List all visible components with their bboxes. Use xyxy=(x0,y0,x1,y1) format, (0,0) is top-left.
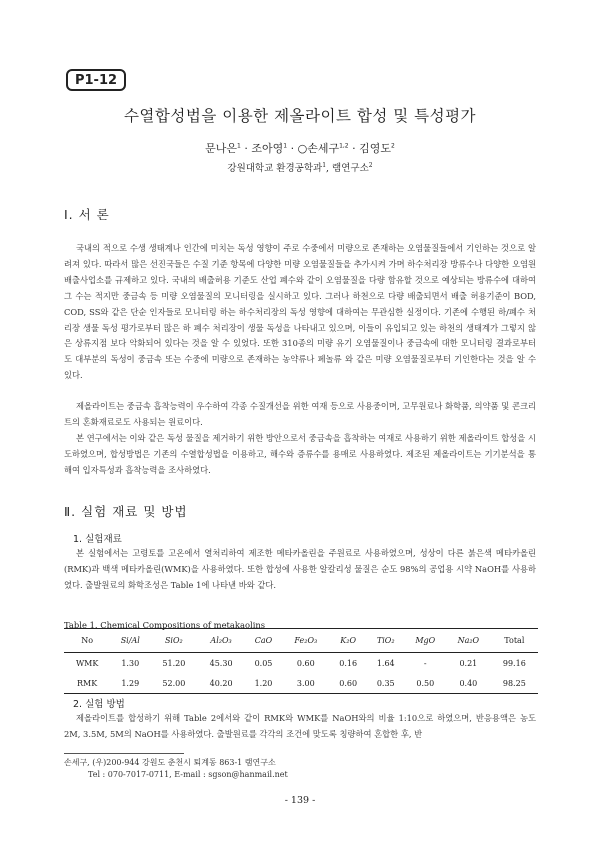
table-cell: WMK xyxy=(75,658,99,668)
method-paragraph: 제올라이트를 합성하기 위해 Table 2에서와 같이 RMK와 WMK를 NaOH와의 비율 1:10으로 하였으며, 반응용액은 농도 2M, 3.5M, 5M의 NaOH를 사용하였다. 출발원료를 각각의 조건에 맞도록 칭량하여 혼합한 후, 반 xyxy=(64,713,536,739)
footnote-divider xyxy=(64,753,184,754)
author-list xyxy=(0,140,600,156)
table-cell: 1.64 xyxy=(376,658,395,668)
table-cell: RMK xyxy=(64,673,110,694)
materials-paragraph: 본 실험에서는 고령토를 고온에서 열처리하여 제조한 메타카올린을 주원료로 사용하였으며, 성상이 다른 붉은색 메타카올린(RMK)과 백색 메타카올린(WMK)을 사용하였다. 또한 합성에 사용한 알칼리성 물질은 순도 98%의 공업용 시약 NaOH를 사용하였다. 출발원료의 화학조성은 Table 1에 나타낸 바와 같다. xyxy=(64,548,536,590)
table-cell: 99.16 xyxy=(502,658,526,668)
intro-paragraph: 본 연구에서는 이와 같은 독성 물질을 제거하기 위한 방안으로서 중금속을 흡착하는 여재로 사용하기 위한 제올라이트 합성을 시도하였으며, 합성방법은 기존의 수열합성법을 이용하고, 해수와 증류수를 용매로 사용하였다. 제조된 제올라이트는 기기분석을 통해여 입자특성과 흡착능력을 조사하였다. xyxy=(64,433,536,475)
table-header: K₂O xyxy=(329,629,367,653)
author-affil-mark: 2 xyxy=(391,142,395,150)
table-cell: 1.20 xyxy=(245,673,283,694)
table-cell: 98.25 xyxy=(491,673,538,694)
subsection-heading: 1. 실험재료 xyxy=(73,534,122,545)
table-header: Na₂O xyxy=(446,629,491,653)
table-cell: 45.30 xyxy=(209,658,233,668)
section-heading-intro: Ⅰ. 서 론 xyxy=(64,207,110,222)
table-header: MgO xyxy=(405,629,446,653)
intro-paragraph: 국내의 적으로 수생 생태계나 인간에 미치는 독성 영향이 주로 수중에서 미량으로 존재하는 오염물질들에서 기인하는 것으로 알려져 있다. 따라서 많은 선진국들은 수질 기준 항목에 다양한 미량 오염물질들을 추가시켜 가며 하수처리장 방류수나 다양한 오염원 배출사업소를 규제하고 있다. 국내의 배출허용 기준도 산업 폐수와 같이 오염물질을 다량 함유할 것으로 예상되는 방류수에 대하여 그 수는 적지만 중금속 등 미량 오염물질의 모니터링을 실시하고 있다. 그러나 하천으로 다량 배출되면서 배출 허용기준이 BOD, COD, SS와 같은 단순 인자들로 모니터링 하는 하수처리장의 독성 영향에 대하여는 무관심한 실정이다. 기존에 수행된 하/폐수 처리장 생물 독성 평가로부터 많은 하 폐수 처리장이 생물 독성을 나타내고 있으며, 이들이 유입되고 있는 하천의 생태계가 그렇지 않은 상류지점 보다 악화되어 있다는 것을 알 수 있었다. 또한 310종의 미량 유기 오염물질이나 중금속에 대한 모니터링 결과로부터도 대부분의 독성이 중금속 또는 수중에 미량으로 존재하는 농약류나 페놀류 와 같은 미량 오염물질로부터 기인한다는 것을 알 수 있다. xyxy=(64,243,536,381)
footnote-address: 손세구, (우)200-944 강원도 춘천시 퇴계동 863-1 램연구소 xyxy=(64,758,276,767)
table-row xyxy=(64,653,538,674)
author-separator: · xyxy=(348,142,360,155)
author-separator: · ○ xyxy=(287,142,308,155)
affiliation xyxy=(0,160,600,174)
author-name: 조아영 xyxy=(251,142,284,155)
author-affil-mark: 1,2 xyxy=(339,142,349,150)
author-separator: · xyxy=(240,142,252,155)
paper-code-badge: P1-12 xyxy=(66,69,126,91)
table-cell: 0.60 xyxy=(296,658,315,668)
paper-title: 수열합성법을 이용한 제올라이트 합성 및 특성평가 xyxy=(123,107,477,125)
subsection-heading: 2. 실험 방법 xyxy=(73,699,125,710)
table-header: No xyxy=(64,629,110,653)
composition-table xyxy=(64,628,538,694)
affiliation-dept: 강원대학교 환경공학과 xyxy=(227,163,323,174)
section-heading-methods: Ⅱ. 실험 재료 및 방법 xyxy=(64,504,188,519)
author-name: 손세구 xyxy=(307,142,340,155)
page-number: - 139 - xyxy=(284,795,316,806)
table-cell: 51.20 xyxy=(162,658,186,668)
table-cell: 0.16 xyxy=(339,658,358,668)
table-cell: 3.00 xyxy=(282,673,329,694)
author-name: 문나은 xyxy=(205,142,238,155)
table-header: SiO₂ xyxy=(150,629,197,653)
table-cell: - xyxy=(423,658,427,668)
table-cell: 40.20 xyxy=(197,673,244,694)
table-header: Al₂O₃ xyxy=(197,629,244,653)
table-header: Total xyxy=(491,629,538,653)
table-cell: 1.29 xyxy=(110,673,150,694)
affil-mark: 1 xyxy=(322,161,327,169)
table-cell: 52.00 xyxy=(150,673,197,694)
table-header: Si/Al xyxy=(110,629,150,653)
affil-mark: 2 xyxy=(368,161,373,169)
table-caption: Table 1. Chemical Compositions of metakaolins xyxy=(64,620,266,630)
table-cell: 1.30 xyxy=(121,658,140,668)
table-cell: 0.60 xyxy=(329,673,367,694)
table-header-row xyxy=(64,629,538,653)
table-cell: 0.05 xyxy=(254,658,273,668)
author-affil-mark: 1 xyxy=(237,142,241,150)
table-cell: 0.40 xyxy=(446,673,491,694)
author-affil-mark: 1 xyxy=(283,142,288,150)
author-name: 김영도 xyxy=(359,142,392,155)
table-row xyxy=(64,673,538,694)
affiliation-inst: , 램연구소 xyxy=(326,163,369,174)
intro-paragraph: 제올라이트는 중금속 흡착능력이 우수하여 각종 수질개선을 위한 여재 등으로 사용중이며, 고무원료나 화학품, 의약품 및 콘크리트의 혼화재료로도 사용되는 원료이다. xyxy=(64,401,536,427)
table-cell: 0.35 xyxy=(367,673,405,694)
table-cell: 0.50 xyxy=(405,673,446,694)
footnote-contact: Tel : 070-7017-0711, E-mail : sgson@hanmail.net xyxy=(88,770,288,779)
table-header: TiO₂ xyxy=(367,629,405,653)
table-cell: 0.21 xyxy=(459,658,478,668)
table-header: CaO xyxy=(245,629,283,653)
table-header: Fe₂O₃ xyxy=(282,629,329,653)
